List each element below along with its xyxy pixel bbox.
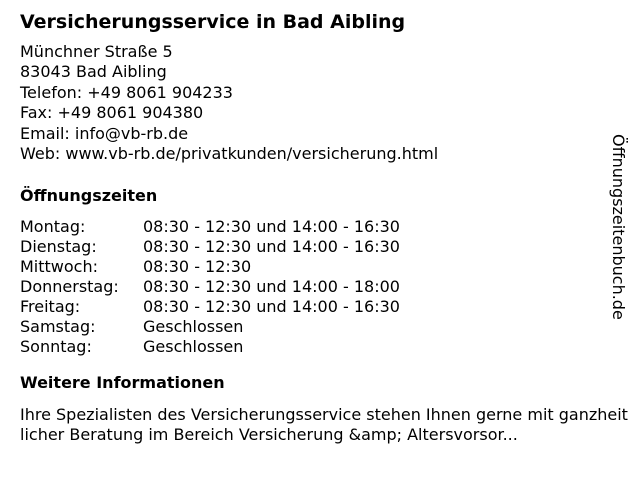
email-address: Email: info@vb-rb.de xyxy=(20,123,189,143)
hours-day: Mittwoch: xyxy=(20,257,98,277)
fax-number: Fax: +49 8061 904380 xyxy=(20,103,204,123)
hours-time: 08:30 - 12:30 und 14:00 - 16:30 xyxy=(143,217,400,237)
hours-row-tuesday xyxy=(20,237,620,257)
hours-row-monday xyxy=(20,217,620,237)
hours-day: Dienstag: xyxy=(20,237,97,257)
hours-row-saturday xyxy=(20,317,620,337)
city-address: 83043 Bad Aibling xyxy=(20,62,167,82)
hours-time: Geschlossen xyxy=(143,337,244,357)
address-block xyxy=(20,42,620,164)
hours-row-friday xyxy=(20,297,620,317)
phone-number: Telefon: +49 8061 904233 xyxy=(20,82,233,102)
street-address: Münchner Straße 5 xyxy=(20,42,173,61)
opening-hours-list xyxy=(20,217,620,357)
hours-time: 08:30 - 12:30 xyxy=(143,257,252,277)
more-info-text: Ihre Spezialisten des Versicherungsservice stehen Ihnen gerne mit ganzheitlicher Beratung im Bereich Versicherung &amp; Altersvorsor... xyxy=(20,405,628,445)
opening-hours-heading: Öffnungszeiten xyxy=(20,186,158,206)
hours-day: Donnerstag: xyxy=(20,277,119,297)
business-card xyxy=(20,10,628,445)
hours-day: Samstag: xyxy=(20,317,96,337)
more-info-heading: Weitere Informationen xyxy=(20,373,225,393)
hours-time: Geschlossen xyxy=(143,317,244,337)
hours-row-sunday xyxy=(20,337,620,357)
hours-day: Sonntag: xyxy=(20,337,92,357)
hours-time: 08:30 - 12:30 und 14:00 - 16:30 xyxy=(143,297,400,317)
hours-day: Freitag: xyxy=(20,297,81,317)
site-watermark-label: Öffnungszeitenbuch.de xyxy=(609,134,628,320)
hours-time: 08:30 - 12:30 und 14:00 - 18:00 xyxy=(143,277,400,297)
hours-row-wednesday xyxy=(20,257,620,277)
page-title: Versicherungsservice in Bad Aibling xyxy=(20,11,406,33)
hours-time: 08:30 - 12:30 und 14:00 - 16:30 xyxy=(143,237,400,257)
website-address: Web: www.vb-rb.de/privatkunden/versicherung.html xyxy=(20,144,439,164)
hours-day: Montag: xyxy=(20,217,86,237)
hours-row-thursday xyxy=(20,277,620,297)
